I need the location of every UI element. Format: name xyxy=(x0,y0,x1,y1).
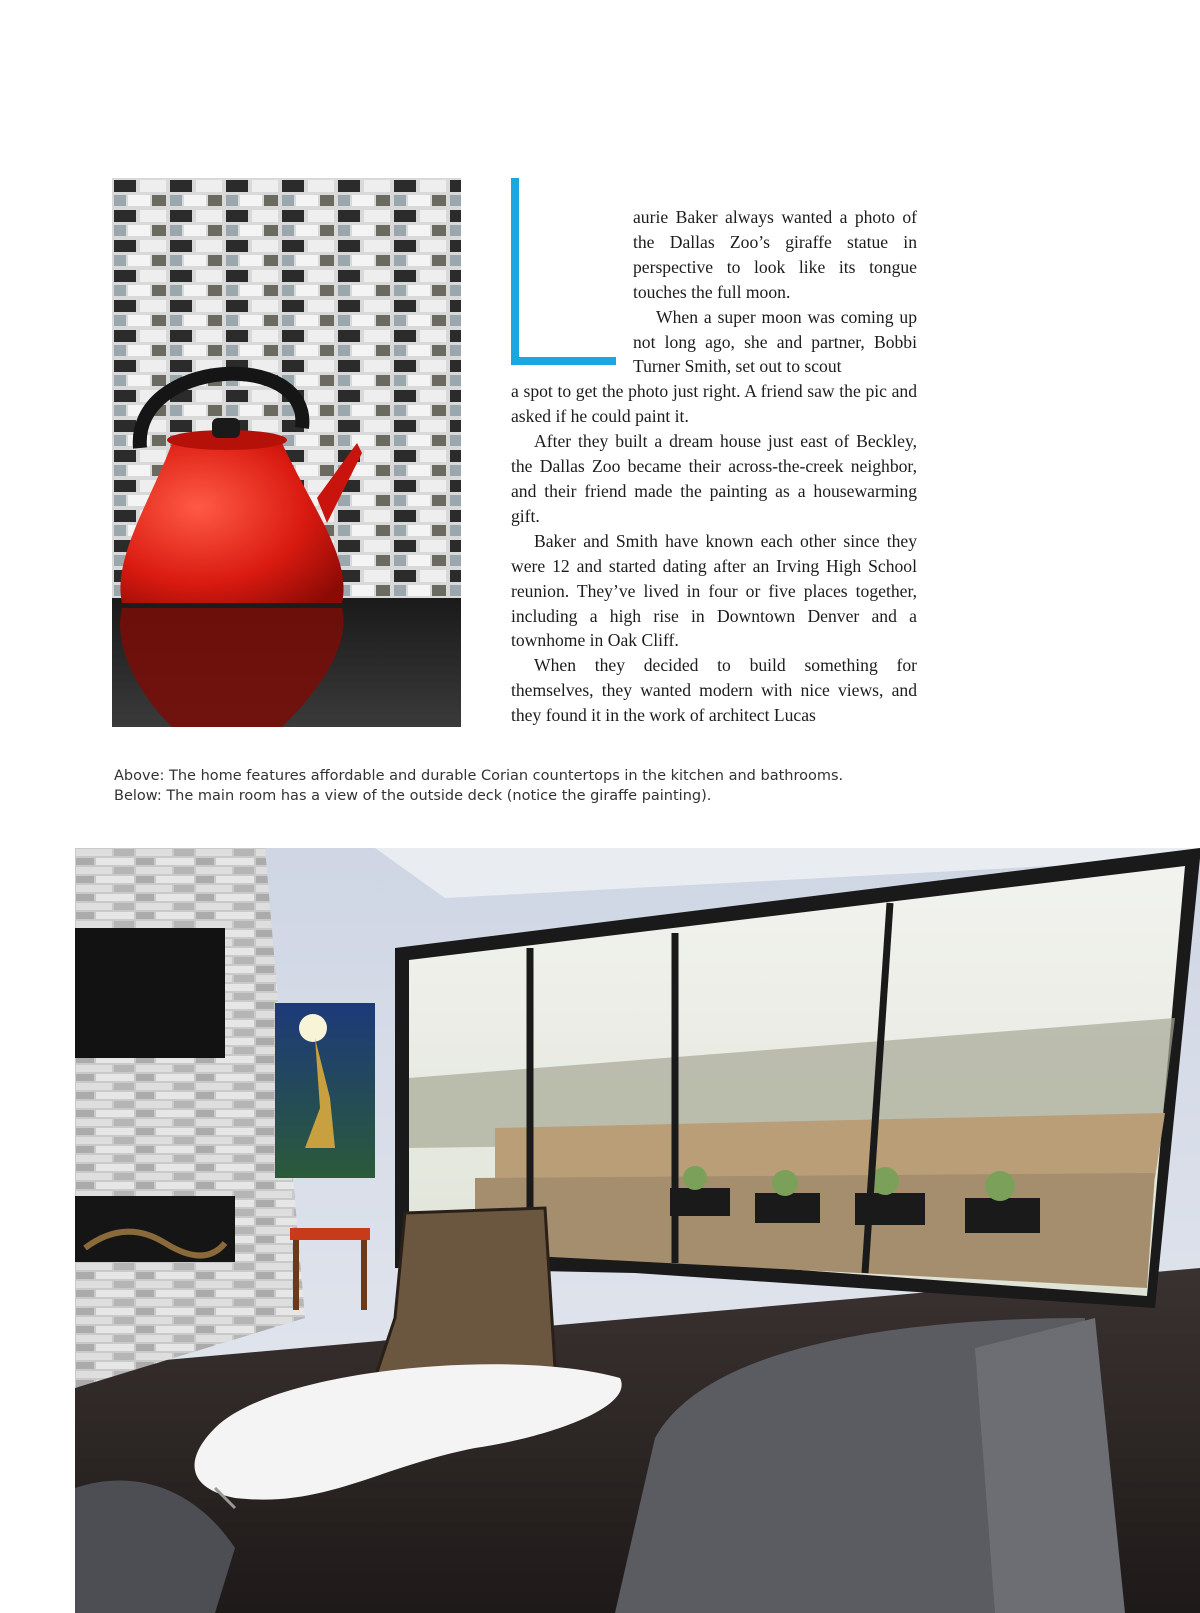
paragraph-3: After they built a dream house just east of Beckley, the Dallas Zoo became their across-the-creek neighbor, and their friend made the painting as a housewarming gift. xyxy=(511,431,917,526)
paragraph-5: When they decided to build something for themselves, they wanted modern with nice views, and they found it in the work of architect Lucas xyxy=(511,655,917,726)
caption-line-below: Below: The main room has a view of the outside deck (notice the giraffe painting). xyxy=(114,787,712,804)
lead-paragraph: aurie Baker always wanted a photo of the Dallas Zoo’s giraffe statue in perspective to look like its tongue touches the full moon. xyxy=(633,207,917,302)
paragraph-4: Baker and Smith have known each other since they were 12 and started dating after an Irving High School reunion. They’ve lived in four or five places together, including a high rise in Downtown Denver and a townhome in Oak Cliff. xyxy=(511,530,917,651)
paragraph-2-rest: a spot to get the photo just right. A friend saw the pic and asked if he could paint it. xyxy=(511,381,917,427)
caption-line-above: Above: The home features affordable and durable Corian countertops in the kitchen and bathrooms. xyxy=(114,768,844,784)
kettle-photo xyxy=(112,178,461,727)
article-body xyxy=(511,205,917,728)
paragraph-2-start: When a super moon was coming up not long ago, she and partner, Bobbi Turner Smith, set out to scout xyxy=(633,306,917,377)
photo-caption xyxy=(114,767,974,806)
living-room-photo xyxy=(75,848,1200,1613)
